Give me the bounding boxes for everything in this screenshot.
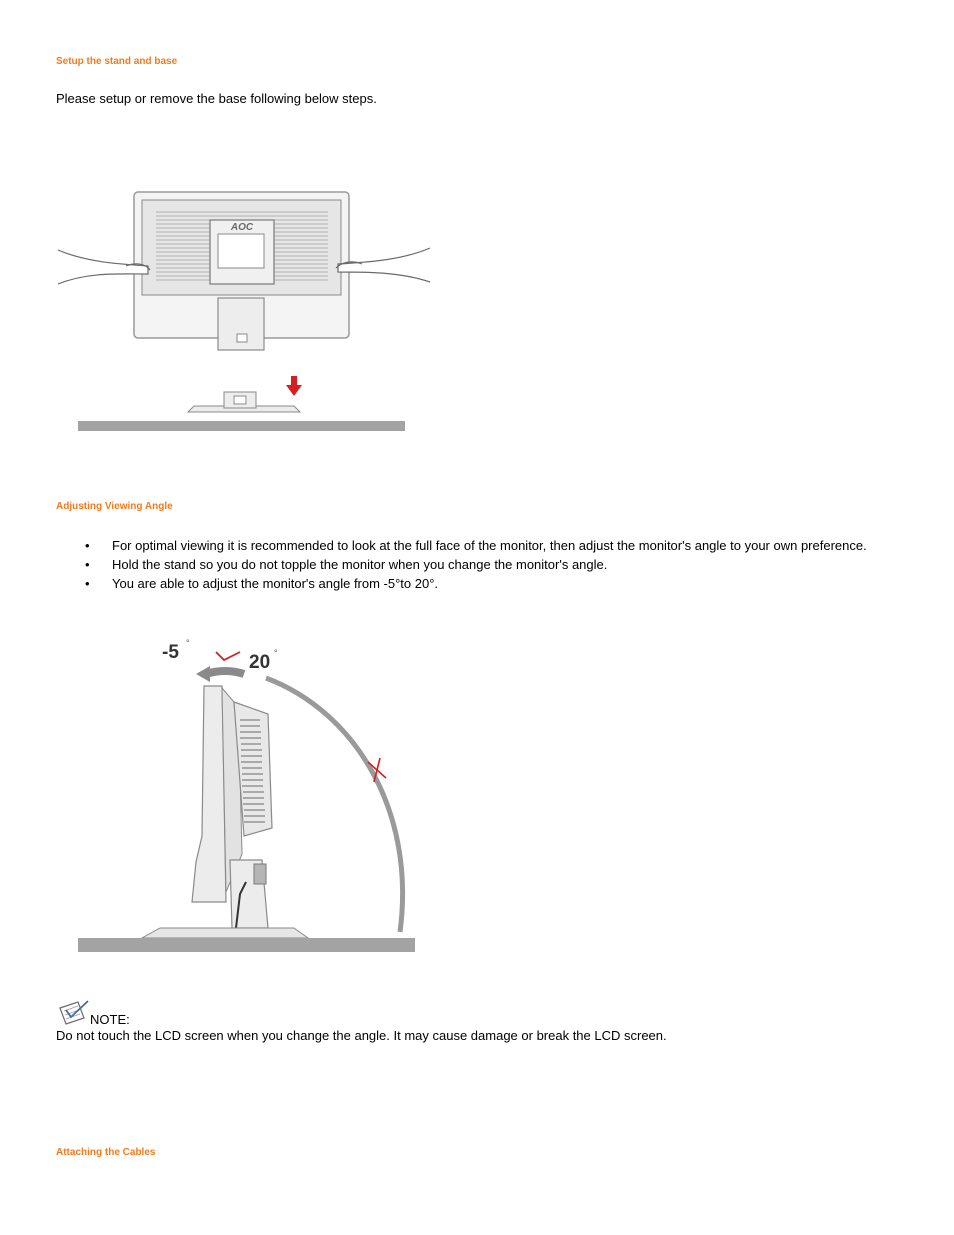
down-arrow-icon — [286, 385, 302, 396]
tilt-min-label: -5 — [162, 642, 179, 663]
section-title-cables: Attaching the Cables — [56, 1147, 156, 1158]
tilt-min-degree: ° — [186, 638, 190, 648]
check-mark-icon — [216, 652, 240, 660]
list-item: • Hold the stand so you do not topple the monitor when you change the monitor's angle. — [112, 557, 932, 573]
stand-intro-text: Please setup or remove the base following below steps. — [56, 91, 377, 106]
stand-setup-illustration — [56, 188, 432, 436]
list-item: • You are able to adjust the monitor's angle from -5°to 20°. — [112, 576, 932, 592]
list-item: • For optimal viewing it is recommended to look at the full face of the monitor, then adjust the monitor's angle to your own preference. — [112, 538, 932, 554]
tilt-arc — [266, 678, 403, 932]
section-title-stand: Setup the stand and base — [56, 56, 178, 67]
down-arrow-stem — [291, 376, 297, 386]
note-text: Do not touch the LCD screen when you change the angle. It may cause damage or break the LCD screen. — [56, 1028, 667, 1043]
left-arrow-icon — [196, 666, 210, 682]
note-pencil-icon — [58, 1000, 90, 1026]
brand-logo-text: AOC — [230, 222, 254, 233]
tilt-max-label: 20 — [249, 652, 271, 673]
angle-tips-list — [56, 538, 932, 595]
note-label: NOTE: — [90, 1012, 130, 1027]
tilt-angle-illustration — [56, 622, 422, 956]
section-title-angle: Adjusting Viewing Angle — [56, 501, 173, 512]
tilt-max-degree: ° — [274, 648, 278, 658]
